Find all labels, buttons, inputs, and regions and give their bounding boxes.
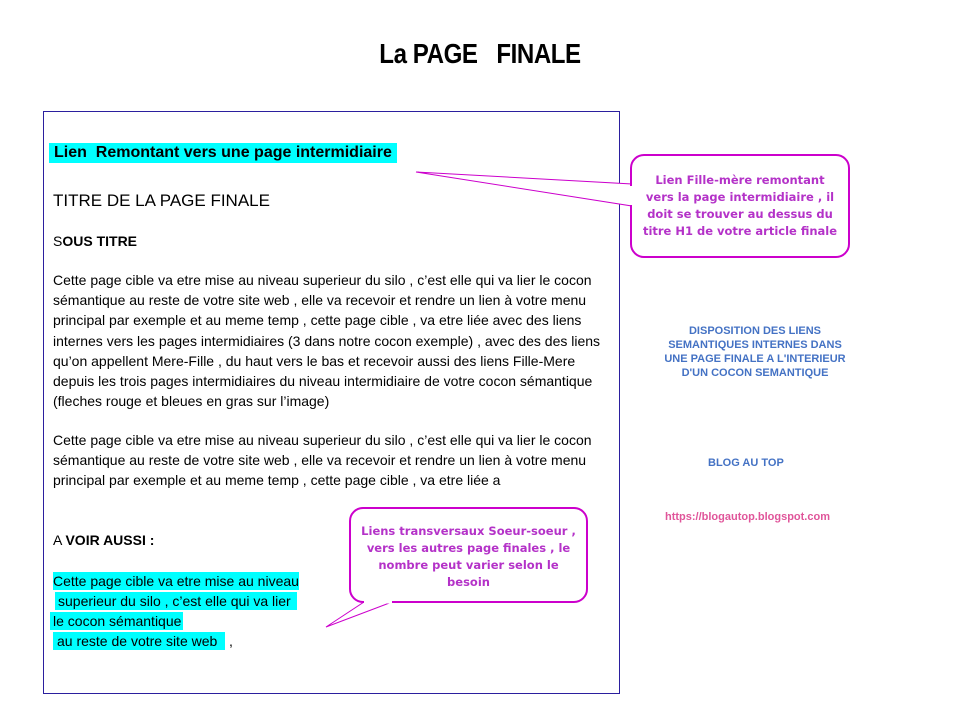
callout-sibling-links-text: Liens transversaux Soeur-soeur , vers les autres page finales , le nombre peut varier selon le besoin	[361, 524, 576, 589]
callout-parent-link	[630, 154, 850, 258]
body-paragraph-1: Cette page cible va etre mise au niveau superieur du silo , c’est elle qui va lier le cocon sémantique au reste de votre site web , elle va recevoir et rendre un lien à votre menu principal par exemple et au meme temp , cette page cible , va etre liée avec des liens internes vers les pages intermidiaires (3 dans notre cocon exemple) , avec des des liens qu’on appellent Mere-Fille , du haut vers le bas et recevoir aussi des liens Fille-Mere depuis les trois pages intermidiaires du niveau intermidiaire de votre cocon sémantique (fleches rouge et bleues en gras sur l’image)	[53, 272, 601, 410]
see-also-prefix: A	[53, 532, 66, 548]
see-also-label: VOIR AUSSI :	[65, 532, 155, 548]
see-also-heading	[53, 531, 154, 549]
sibling-link-2[interactable]: superieur du silo , c’est elle qui va lier	[55, 592, 297, 610]
sibling-link-1[interactable]: Cette page cible va etre mise au niveau	[53, 573, 299, 589]
uplink-to-intermediate-page[interactable]: Lien Remontant vers une page intermidiaire	[49, 143, 397, 163]
blog-name: BLOG AU TOP	[708, 457, 784, 469]
callout-sibling-links	[349, 507, 588, 603]
diagram-description: DISPOSITION DES LIENS SEMANTIQUES INTERNES DANS UNE PAGE FINALE A L'INTERIEUR D'UN COCON SEMANTIQUE	[664, 325, 846, 379]
subtitle-first-letter: S	[53, 233, 63, 249]
sibling-trailing-comma: ,	[229, 633, 233, 649]
h1-title: TITRE DE LA PAGE FINALE	[53, 191, 270, 210]
sibling-link-4[interactable]: au reste de votre site web	[53, 632, 225, 650]
subtitle	[53, 232, 137, 250]
sibling-link-3[interactable]: le cocon sémantique	[50, 612, 183, 630]
callout-parent-link-text: Lien Fille-mère remontant vers la page intermidiaire , il doit se trouver au dessus du titre H1 de votre article finale	[642, 173, 838, 238]
blog-url[interactable]: https://blogautop.blogspot.com	[665, 511, 830, 523]
body-paragraph-2: Cette page cible va etre mise au niveau superieur du silo , c’est elle qui va lier le cocon sémantique au reste de votre site web , elle va recevoir et rendre un lien à votre menu principal par exemple et au meme temp , cette page cible , va etre liée a	[53, 432, 592, 489]
subtitle-rest: OUS TITRE	[62, 233, 138, 249]
page-title: La PAGE FINALE	[379, 38, 581, 69]
